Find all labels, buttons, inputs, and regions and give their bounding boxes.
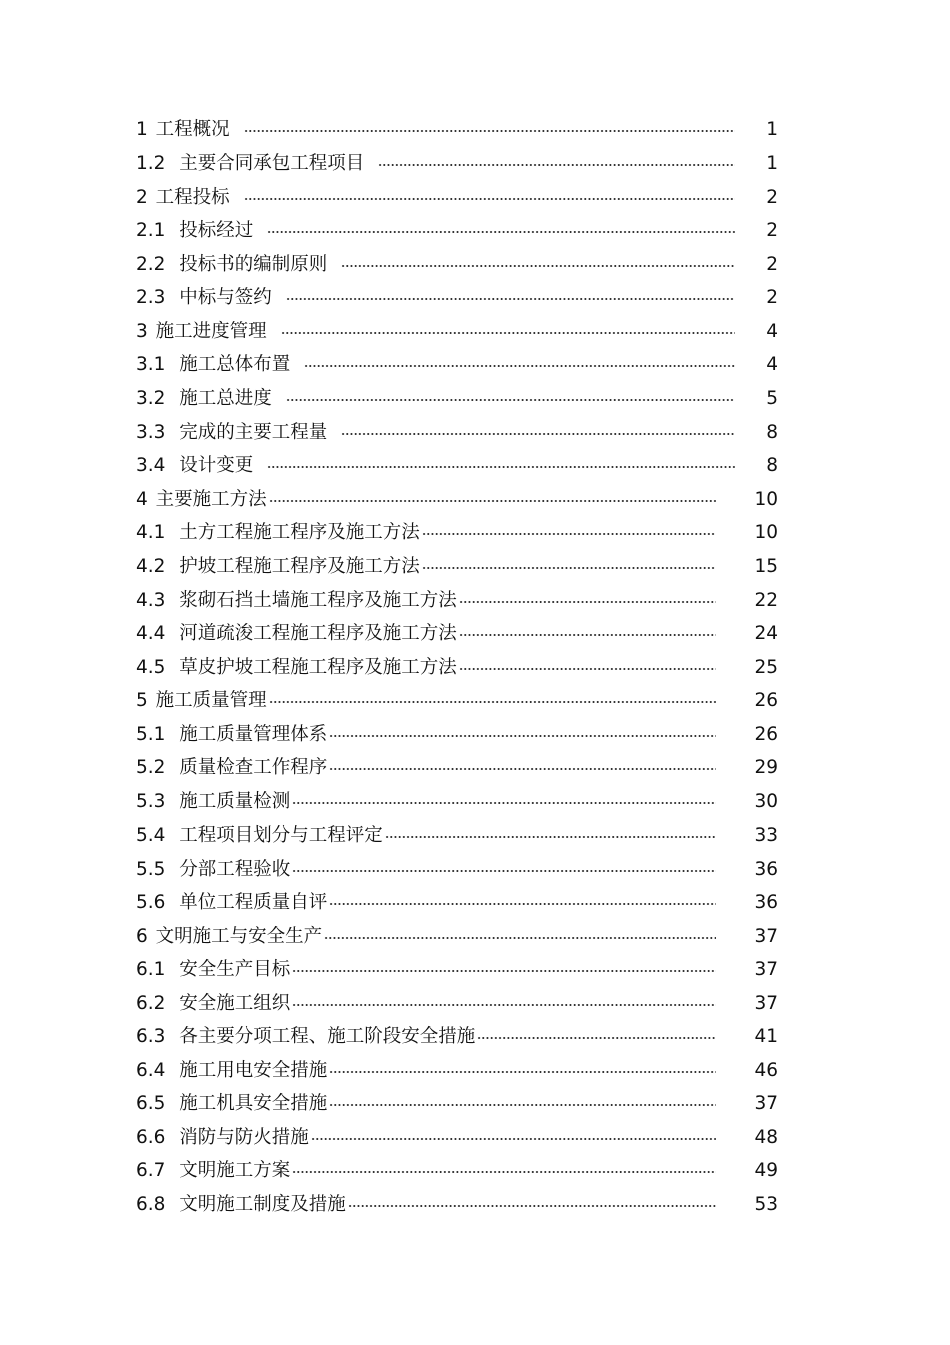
toc-entry-title: 安全施工组织 [179, 993, 291, 1014]
toc-entry-title: 主要施工方法 [155, 489, 267, 510]
toc-entry-page-number: 48 [754, 1127, 778, 1148]
toc-dot-leader [292, 1003, 716, 1007]
toc-entry-page-number: 41 [754, 1026, 778, 1047]
toc-entry-title: 中标与签约 [179, 287, 272, 308]
toc-dot-leader [267, 465, 735, 469]
toc-entry[interactable] [136, 688, 790, 714]
toc-entry-number: 5.4 [136, 825, 166, 846]
toc-entry-title: 工程投标 [155, 187, 230, 208]
toc-entry-page-number: 37 [754, 959, 778, 980]
toc-entry-title: 浆砌石挡土墙施工程序及施工方法 [179, 590, 457, 611]
toc-entry-label [136, 655, 457, 681]
toc-entry-number: 6.7 [136, 1160, 166, 1181]
toc-entry-title: 土方工程施工程序及施工方法 [179, 522, 420, 543]
toc-entry-label [136, 1091, 327, 1117]
toc-entry-page-number: 8 [766, 455, 778, 476]
toc-entry-label [136, 924, 322, 950]
toc-entry-page-number: 46 [754, 1060, 778, 1081]
toc-entry-title: 施工质量管理体系 [179, 724, 328, 745]
toc-entry-number: 2.3 [136, 287, 166, 308]
toc-entry-label [136, 151, 364, 177]
toc-entry-label [136, 252, 327, 278]
toc-entry-page-number: 24 [754, 623, 778, 644]
toc-entry-label [136, 117, 230, 143]
toc-entry-number: 4.1 [136, 522, 166, 543]
toc-entry-number: 6.4 [136, 1060, 166, 1081]
toc-entry[interactable] [136, 352, 790, 378]
toc-entry[interactable] [136, 520, 790, 546]
toc-entry-page-number: 37 [754, 926, 778, 947]
toc-dot-leader [244, 197, 735, 201]
toc-entry-number: 6 [136, 926, 148, 947]
toc-entry-number: 3 [136, 321, 148, 342]
toc-entry[interactable] [136, 755, 790, 781]
toc-entry[interactable] [136, 185, 790, 211]
toc-entry-title: 施工质量检测 [179, 791, 291, 812]
toc-entry[interactable] [136, 285, 790, 311]
toc-entry-label [136, 789, 290, 815]
toc-entry-title: 单位工程质量自评 [179, 892, 328, 913]
toc-entry[interactable] [136, 218, 790, 244]
toc-entry-number: 4.4 [136, 623, 166, 644]
toc-dot-leader [459, 633, 716, 637]
toc-entry-label [136, 185, 230, 211]
toc-entry-number: 6.5 [136, 1093, 166, 1114]
toc-entry-page-number: 2 [766, 287, 778, 308]
toc-entry-title: 工程项目划分与工程评定 [179, 825, 383, 846]
toc-entry-page-number: 29 [754, 757, 778, 778]
toc-dot-leader [459, 667, 716, 671]
toc-entry[interactable] [136, 554, 790, 580]
toc-entry-label [136, 890, 327, 916]
toc-entry-number: 4.3 [136, 590, 166, 611]
toc-entry-page-number: 30 [754, 791, 778, 812]
toc-entry-label [136, 857, 290, 883]
toc-entry-page-number: 33 [754, 825, 778, 846]
toc-dot-leader [311, 1137, 716, 1141]
toc-dot-leader [329, 1070, 716, 1074]
toc-entry-title: 完成的主要工程量 [179, 422, 328, 443]
toc-entry-page-number: 36 [754, 859, 778, 880]
toc-entry-page-number: 22 [754, 590, 778, 611]
toc-entry-number: 3.4 [136, 455, 166, 476]
toc-entry[interactable] [136, 420, 790, 446]
toc-entry-number: 6.1 [136, 959, 166, 980]
toc-entry-number: 2.1 [136, 220, 166, 241]
toc-dot-leader [304, 364, 735, 368]
toc-entry[interactable] [136, 924, 790, 950]
toc-entry-title: 投标书的编制原则 [179, 254, 328, 275]
toc-entry-title: 文明施工制度及措施 [179, 1194, 346, 1215]
toc-entry-title: 护坡工程施工程序及施工方法 [179, 556, 420, 577]
toc-entry-number: 3.3 [136, 422, 166, 443]
toc-entry-page-number: 53 [754, 1194, 778, 1215]
toc-entry-page-number: 2 [766, 187, 778, 208]
toc-entry-page-number: 5 [766, 388, 778, 409]
toc-entry-number: 4 [136, 489, 148, 510]
toc-dot-leader [269, 700, 716, 704]
toc-dot-leader [269, 499, 716, 503]
toc-entry-page-number: 1 [766, 119, 778, 140]
toc-entry-number: 2 [136, 187, 148, 208]
toc-entry-number: 5.6 [136, 892, 166, 913]
toc-entry-page-number: 25 [754, 657, 778, 678]
toc-entry-label [136, 520, 420, 546]
toc-dot-leader [286, 297, 735, 301]
toc-entry-label [136, 319, 267, 345]
toc-entry[interactable] [136, 252, 790, 278]
toc-dot-leader [329, 902, 716, 906]
toc-entry-title: 各主要分项工程、施工阶段安全措施 [179, 1026, 476, 1047]
toc-entry-label [136, 588, 457, 614]
toc-entry-title: 文明施工方案 [179, 1160, 291, 1181]
toc-entry-label [136, 285, 272, 311]
toc-entry-page-number: 36 [754, 892, 778, 913]
toc-entry-number: 3.1 [136, 354, 166, 375]
toc-entry[interactable] [136, 991, 790, 1017]
toc-entry[interactable] [136, 1091, 790, 1117]
toc-entry-page-number: 1 [766, 153, 778, 174]
toc-dot-leader [292, 869, 716, 873]
toc-entry-number: 6.2 [136, 993, 166, 1014]
toc-entry-label [136, 1058, 327, 1084]
toc-entry[interactable] [136, 1192, 790, 1218]
toc-entry-page-number: 15 [754, 556, 778, 577]
toc-dot-leader [286, 398, 735, 402]
toc-entry-title: 草皮护坡工程施工程序及施工方法 [179, 657, 457, 678]
toc-entry-label [136, 621, 457, 647]
toc-entry[interactable] [136, 621, 790, 647]
toc-entry-page-number: 37 [754, 1093, 778, 1114]
toc-dot-leader [348, 1204, 716, 1208]
toc-entry-title: 河道疏浚工程施工程序及施工方法 [179, 623, 457, 644]
toc-entry-label [136, 1192, 346, 1218]
toc-entry-number: 3.2 [136, 388, 166, 409]
toc-entry[interactable] [136, 588, 790, 614]
toc-entry-label [136, 487, 267, 513]
toc-dot-leader [477, 1036, 716, 1040]
toc-entry-title: 施工总体布置 [179, 354, 291, 375]
toc-entry-title: 工程概况 [155, 119, 230, 140]
toc-entry[interactable] [136, 789, 790, 815]
toc-entry-page-number: 49 [754, 1160, 778, 1181]
toc-entry-label [136, 420, 327, 446]
toc-dot-leader [378, 163, 735, 167]
toc-entry-title: 文明施工与安全生产 [155, 926, 323, 947]
toc-entry-title: 消防与防火措施 [179, 1127, 309, 1148]
toc-entry[interactable] [136, 1058, 790, 1084]
toc-entry-number: 4.5 [136, 657, 166, 678]
toc-entry-number: 5.2 [136, 757, 166, 778]
toc-dot-leader [385, 835, 716, 839]
toc-dot-leader [324, 936, 716, 940]
toc-entry[interactable] [136, 117, 790, 143]
toc-entry-label [136, 688, 267, 714]
toc-entry-label [136, 957, 290, 983]
toc-entry-number: 6.8 [136, 1194, 166, 1215]
toc-dot-leader [292, 801, 716, 805]
toc-entry[interactable] [136, 1125, 790, 1151]
toc-entry-title: 质量检查工作程序 [179, 757, 328, 778]
toc-dot-leader [329, 1103, 716, 1107]
toc-entry-title: 主要合同承包工程项目 [179, 153, 365, 174]
toc-entry-label [136, 218, 253, 244]
toc-entry-page-number: 8 [766, 422, 778, 443]
toc-entry-label [136, 554, 420, 580]
toc-dot-leader [329, 767, 716, 771]
toc-entry[interactable] [136, 1158, 790, 1184]
toc-entry-label [136, 352, 290, 378]
toc-entry-label [136, 991, 290, 1017]
toc-entry[interactable] [136, 957, 790, 983]
toc-entry-number: 1 [136, 119, 148, 140]
toc-entry-label [136, 1125, 309, 1151]
toc-entry[interactable] [136, 151, 790, 177]
toc-dot-leader [329, 734, 716, 738]
toc-entry-label [136, 1024, 475, 1050]
toc-entry-number: 4.2 [136, 556, 166, 577]
toc-entry-number: 6.6 [136, 1127, 166, 1148]
toc-entry[interactable] [136, 655, 790, 681]
toc-dot-leader [281, 331, 735, 335]
toc-dot-leader [341, 264, 735, 268]
toc-entry-page-number: 2 [766, 254, 778, 275]
toc-entry-title: 施工进度管理 [155, 321, 267, 342]
toc-entry-page-number: 4 [766, 354, 778, 375]
toc-entry[interactable] [136, 722, 790, 748]
toc-entry-label [136, 453, 253, 479]
toc-entry-page-number: 10 [754, 522, 778, 543]
toc-dot-leader [292, 1170, 716, 1174]
toc-entry-page-number: 37 [754, 993, 778, 1014]
toc-entry-page-number: 26 [754, 724, 778, 745]
toc-entry-title: 施工总进度 [179, 388, 272, 409]
toc-entry-number: 5.3 [136, 791, 166, 812]
toc-entry-page-number: 26 [754, 690, 778, 711]
toc-entry-title: 安全生产目标 [179, 959, 291, 980]
toc-entry-number: 2.2 [136, 254, 166, 275]
toc-entry-page-number: 10 [754, 489, 778, 510]
toc-dot-leader [267, 230, 735, 234]
toc-entry[interactable] [136, 1024, 790, 1050]
toc-entry-number: 5.5 [136, 859, 166, 880]
toc-entry[interactable] [136, 890, 790, 916]
toc-entry-number: 1.2 [136, 153, 166, 174]
toc-entry-label [136, 755, 327, 781]
toc-dot-leader [459, 600, 716, 604]
toc-dot-leader [422, 566, 716, 570]
toc-entry-title: 投标经过 [179, 220, 254, 241]
toc-dot-leader [341, 432, 735, 436]
toc-entry[interactable] [136, 386, 790, 412]
toc-entry-label [136, 722, 327, 748]
toc-entry-title: 施工用电安全措施 [179, 1060, 328, 1081]
toc-dot-leader [422, 532, 716, 536]
toc-entry-title: 施工机具安全措施 [179, 1093, 328, 1114]
toc-entry-page-number: 2 [766, 220, 778, 241]
toc-entry-number: 6.3 [136, 1026, 166, 1047]
toc-entry-label [136, 823, 383, 849]
toc-entry-number: 5.1 [136, 724, 166, 745]
toc-dot-leader [244, 129, 735, 133]
toc-dot-leader [292, 969, 716, 973]
toc-entry-page-number: 4 [766, 321, 778, 342]
toc-entry-title: 分部工程验收 [179, 859, 291, 880]
toc-entry[interactable] [136, 319, 790, 345]
toc-entry[interactable] [136, 823, 790, 849]
toc-entry[interactable] [136, 857, 790, 883]
toc-entry-label [136, 1158, 290, 1184]
toc-entry-label [136, 386, 272, 412]
toc-entry[interactable] [136, 453, 790, 479]
toc-entry-title: 施工质量管理 [155, 690, 267, 711]
toc-entry-number: 5 [136, 690, 148, 711]
toc-entry[interactable] [136, 487, 790, 513]
toc-entry-title: 设计变更 [179, 455, 254, 476]
